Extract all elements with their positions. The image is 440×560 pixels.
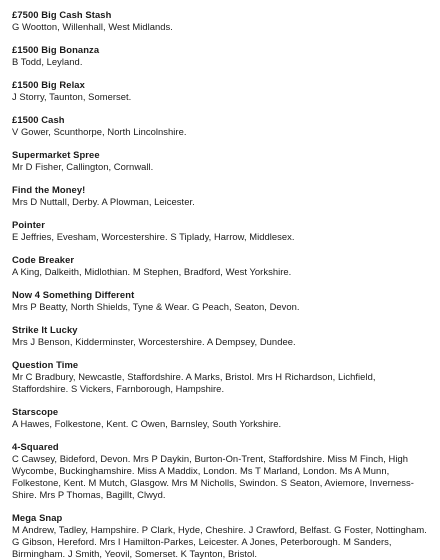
winner-names: M Andrew, Tadley, Hampshire. P Clark, Hyde, Cheshire. J Crawford, Belfast. G Foster, Nottingham. G Gibson, Hereford. Mrs I Hamilton-Parkes, Leicester. A Jones, Peterborough. M Sanders, Birmingham. J Smith, Yeovil, Somerset. K Taynton, Bristol. (12, 524, 427, 559)
winner-names: Mrs P Beatty, North Shields, Tyne & Wear. G Peach, Seaton, Devon. (12, 301, 300, 312)
competition-entry (12, 219, 432, 243)
winner-names: Mrs D Nuttall, Derby. A Plowman, Leicester. (12, 196, 195, 207)
competition-entry (12, 512, 432, 560)
winner-names: Mr C Bradbury, Newcastle, Staffordshire. A Marks, Bristol. Mrs H Richardson, Lichfield, Staffordshire. S Vickers, Farnborough, Hampshire. (12, 371, 376, 394)
competition-entry (12, 44, 432, 68)
competition-title: Code Breaker (12, 254, 75, 265)
competition-title: £1500 Big Bonanza (12, 44, 100, 55)
competition-entry (12, 406, 432, 430)
competition-title: £7500 Big Cash Stash (12, 9, 112, 20)
winner-names: Mrs J Benson, Kidderminster, Worcestershire. A Dempsey, Dundee. (12, 336, 296, 347)
competition-entry (12, 254, 432, 278)
competition-entry (12, 184, 432, 208)
competition-entry (12, 149, 432, 173)
competition-entry (12, 114, 432, 138)
competition-entry (12, 324, 432, 348)
winner-names: Mr D Fisher, Callington, Cornwall. (12, 161, 154, 172)
competition-title: Mega Snap (12, 512, 63, 523)
competition-entry (12, 9, 432, 33)
competition-title: £1500 Cash (12, 114, 65, 125)
competition-title: Strike It Lucky (12, 324, 78, 335)
winner-names: V Gower, Scunthorpe, North Lincolnshire. (12, 126, 187, 137)
winner-names: C Cawsey, Bideford, Devon. Mrs P Daykin, Burton-On-Trent, Staffordshire. Miss M Finch, High Wycombe, Buckinghamshire. Miss A Maddix, London. Ms T Marland, London. Ms A Munn, Folkestone, Kent. M Mutch, Glasgow. Mrs M Nicholls, Swindon. S Seaton, Aviemore, Inverness-Shire. Mrs P Thomas, Bagillt, Clwyd. (12, 453, 414, 500)
competition-title: Starscope (12, 406, 59, 417)
winner-names: A Hawes, Folkestone, Kent. C Owen, Barnsley, South Yorkshire. (12, 418, 282, 429)
winner-names: B Todd, Leyland. (12, 56, 83, 67)
winner-names: J Storry, Taunton, Somerset. (12, 91, 132, 102)
competition-title: 4-Squared (12, 441, 59, 452)
competition-title: Pointer (12, 219, 45, 230)
competition-title: Supermarket Spree (12, 149, 100, 160)
competition-title: £1500 Big Relax (12, 79, 85, 90)
winner-names: A King, Dalkeith, Midlothian. M Stephen, Bradford, West Yorkshire. (12, 266, 292, 277)
competition-title: Question Time (12, 359, 79, 370)
competition-title: Now 4 Something Different (12, 289, 135, 300)
winner-names: G Wootton, Willenhall, West Midlands. (12, 21, 173, 32)
winner-names: E Jeffries, Evesham, Worcestershire. S Tiplady, Harrow, Middlesex. (12, 231, 295, 242)
competition-entry (12, 79, 432, 103)
competition-entry (12, 289, 432, 313)
competition-title: Find the Money! (12, 184, 86, 195)
competition-entry (12, 441, 432, 501)
competition-entry (12, 359, 432, 395)
